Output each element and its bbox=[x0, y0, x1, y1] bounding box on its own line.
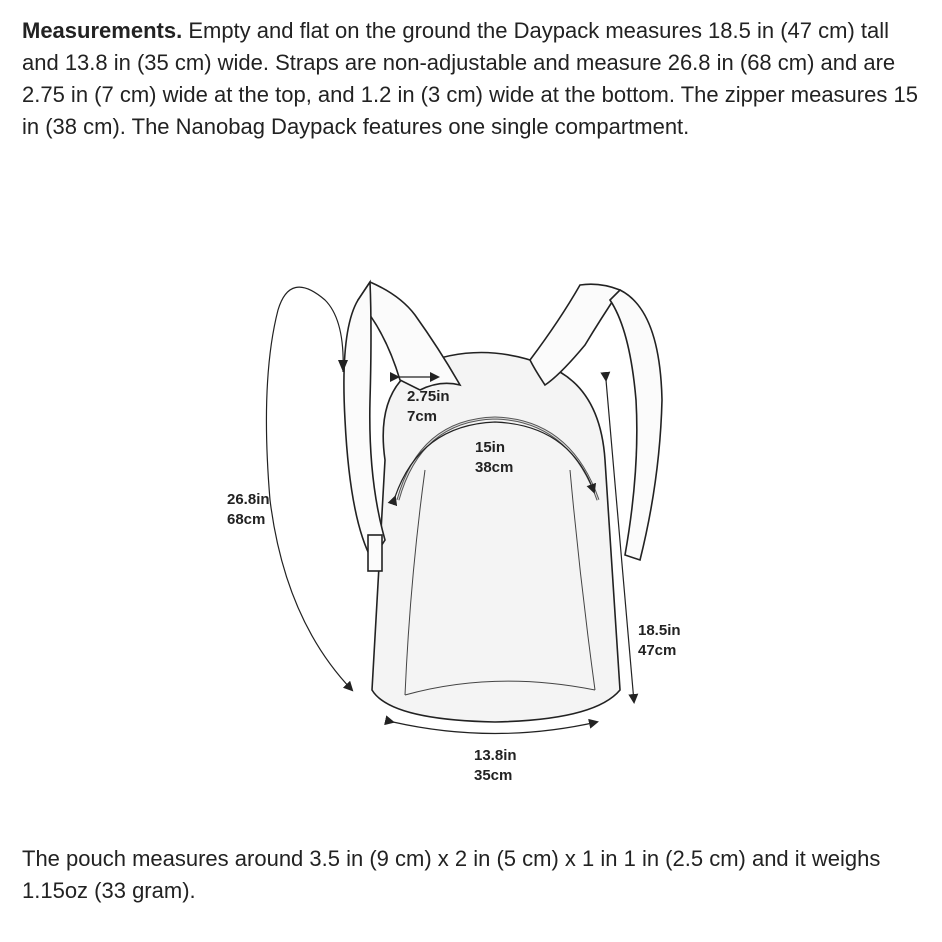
measurements-text: Empty and flat on the ground the Daypack measures 18.5 in (47 cm) tall and 13.8 in (35 cm) wide. Straps are non-adjustable and measure 26.8 in (68 cm) and are 2.75 in (7 cm) wide at the top, and 1.2 in (3 cm) wide at the bottom. The zipper measures 15 in (38 cm). The Nanobag Daypack features one single compartment. bbox=[22, 18, 918, 139]
strap-width-label-in: 2.75in bbox=[407, 388, 450, 405]
strap-length-arrow bbox=[266, 287, 352, 690]
height-label-cm: 47cm bbox=[638, 642, 677, 659]
measurements-heading: Measurements. bbox=[22, 18, 183, 43]
measurements-paragraph bbox=[22, 15, 927, 143]
zipper-label-cm: 38cm bbox=[475, 459, 514, 476]
backpack-diagram bbox=[215, 270, 715, 800]
zipper-label-in: 15in bbox=[475, 439, 506, 456]
width-label-in: 13.8in bbox=[474, 747, 517, 764]
strap-length-label-cm: 68cm bbox=[227, 511, 266, 528]
pouch-paragraph: The pouch measures around 3.5 in (9 cm) x 2 in (5 cm) x 1 in 1 in (2.5 cm) and it weighs 1.15oz (33 gram). bbox=[22, 846, 881, 903]
strap-width-label-cm: 7cm bbox=[407, 408, 438, 425]
strap-length-label-in: 26.8in bbox=[227, 491, 270, 508]
width-label-cm: 35cm bbox=[474, 767, 513, 784]
height-label-in: 18.5in bbox=[638, 622, 681, 639]
width-arrow bbox=[393, 722, 597, 734]
